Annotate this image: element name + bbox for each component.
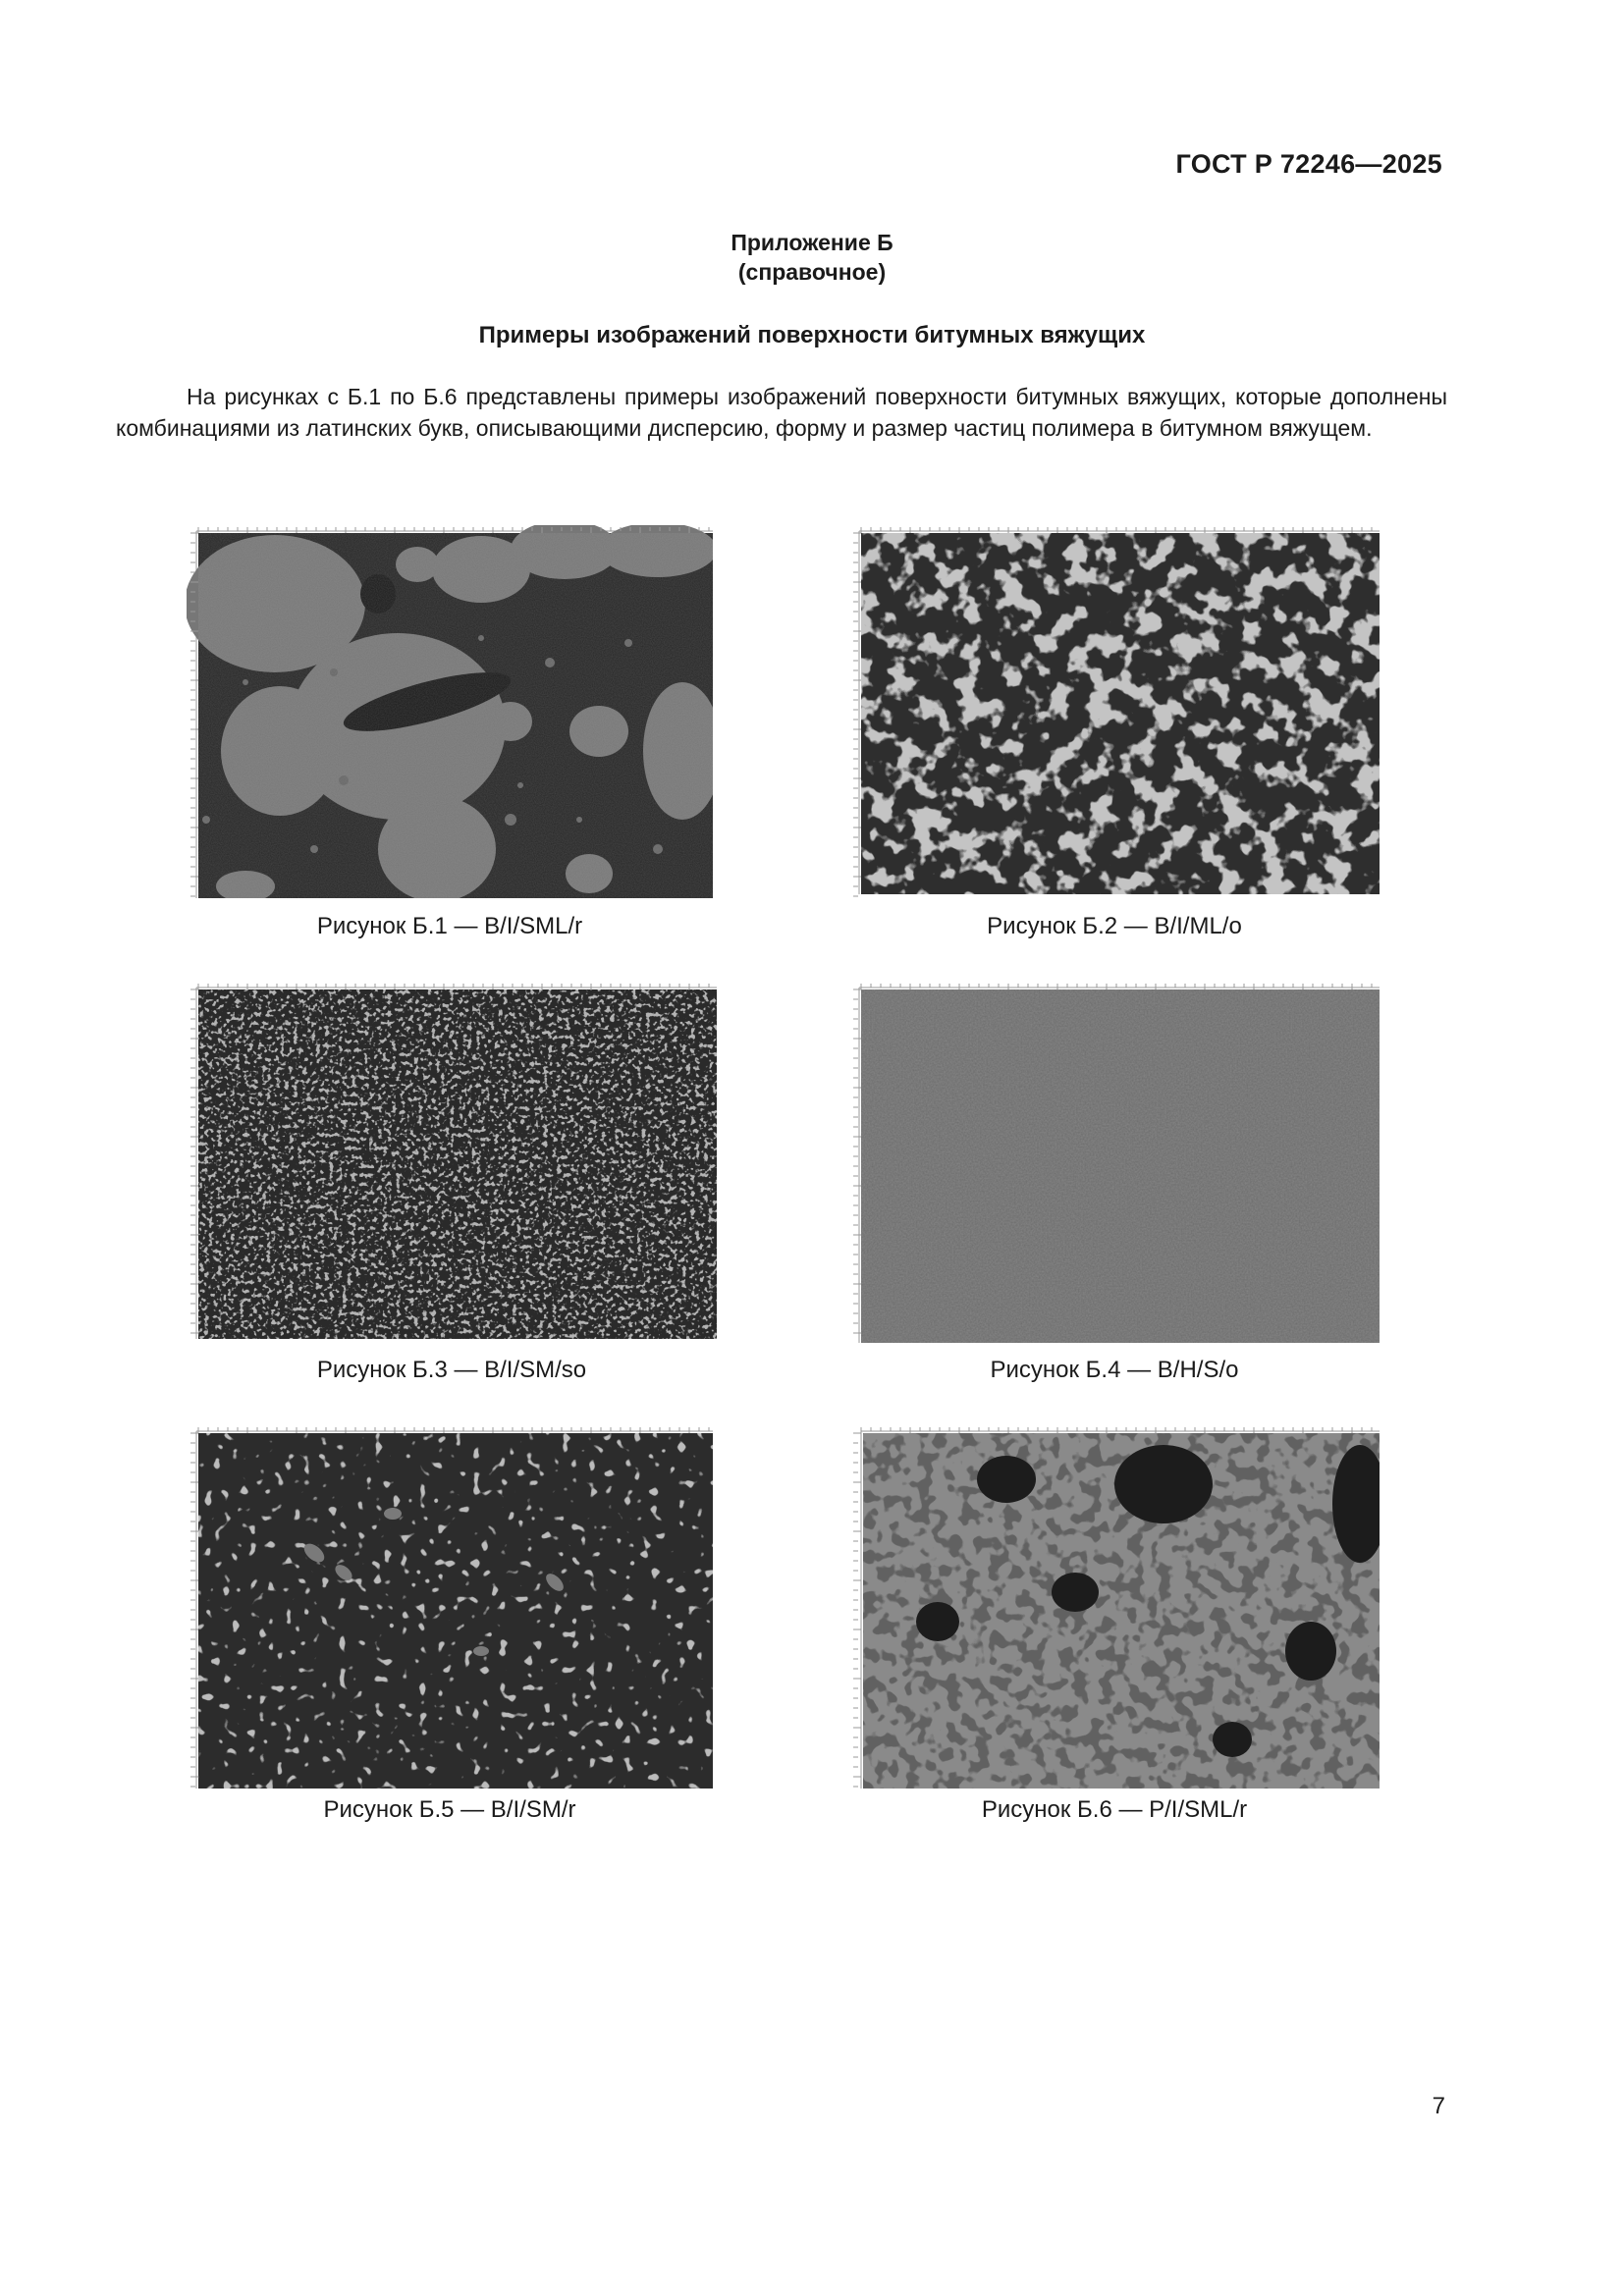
figure-b6 — [849, 1425, 1380, 1789]
micrograph-b3 — [187, 982, 717, 1339]
figure-b1 — [187, 525, 713, 898]
section-title: Примеры изображений поверхности битумных вяжущих — [478, 322, 1146, 348]
micrograph-b1 — [187, 525, 713, 898]
micrograph-b2 — [849, 525, 1380, 898]
figure-b3 — [187, 982, 717, 1339]
figure-caption-b3: Рисунок Б.3 — B/I/SM/so — [316, 1357, 587, 1383]
figure-b5 — [187, 1425, 713, 1789]
appendix-subtitle: (справочное) — [737, 259, 887, 285]
micrograph-b4 — [849, 982, 1380, 1343]
appendix-title: Приложение Б — [731, 230, 893, 255]
figure-caption-b5: Рисунок Б.5 — B/I/SM/r — [323, 1796, 576, 1823]
standard-number: ГОСТ Р 72246—2025 — [1175, 149, 1442, 179]
appendix-heading — [0, 228, 1624, 287]
intro-paragraph: На рисунках с Б.1 по Б.6 представлены примеры изображений поверхности битумных вяжущих, которые дополнены комбинациями из латинских букв, описывающими дисперсию, форму и размер частиц полимера в битумном вяжущем. — [116, 384, 1447, 441]
figure-b4 — [849, 982, 1380, 1343]
figure-caption-b4: Рисунок Б.4 — B/H/S/o — [990, 1357, 1239, 1383]
page-number: 7 — [1432, 2093, 1445, 2119]
micrograph-b6 — [849, 1425, 1380, 1789]
figure-caption-b1: Рисунок Б.1 — B/I/SML/r — [316, 913, 583, 939]
figure-b2 — [849, 525, 1380, 898]
micrograph-b5 — [187, 1425, 713, 1789]
figure-caption-b2: Рисунок Б.2 — B/I/ML/o — [987, 913, 1242, 939]
figure-caption-b6: Рисунок Б.6 — P/I/SML/r — [981, 1796, 1248, 1823]
